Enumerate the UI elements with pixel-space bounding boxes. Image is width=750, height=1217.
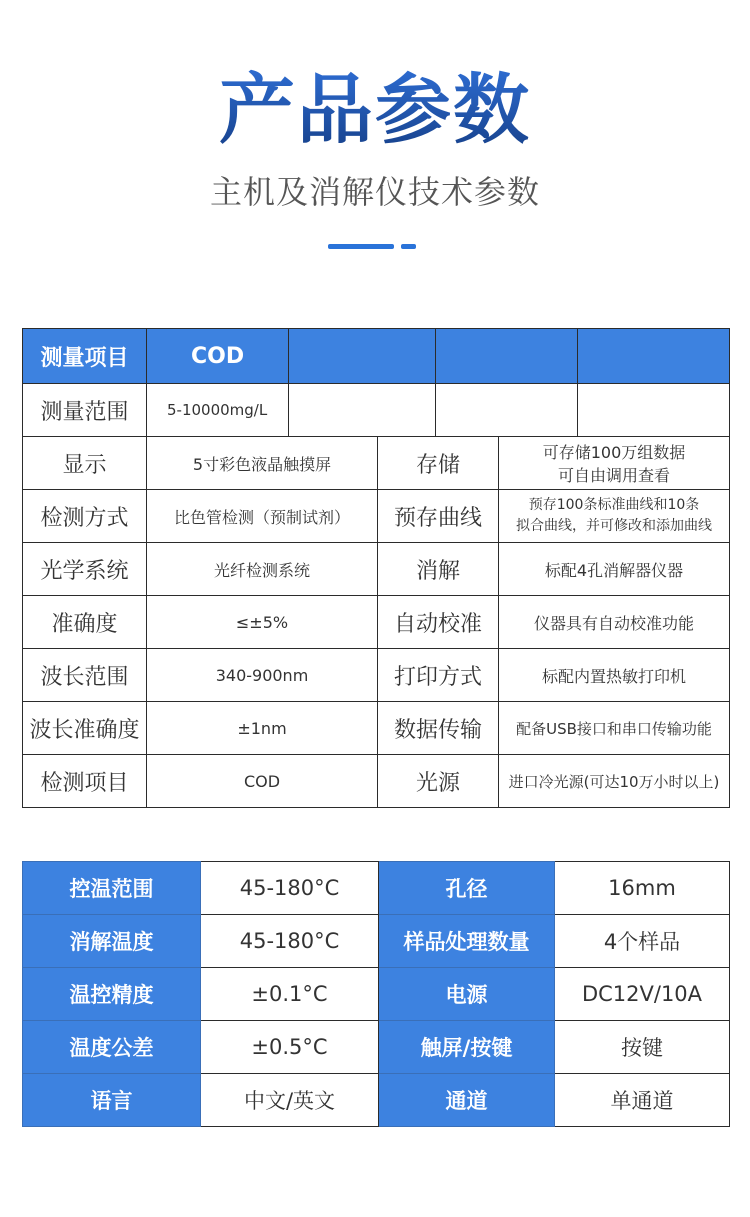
row-value: 45-180°C <box>201 862 379 915</box>
row-value: 仪器具有自动校准功能 <box>499 596 730 649</box>
table-row <box>23 1074 730 1127</box>
row-label: 语言 <box>23 1074 201 1127</box>
table-row <box>23 543 730 596</box>
row-value: ±1nm <box>147 702 378 755</box>
empty-cell <box>436 384 578 437</box>
header-blank-cell <box>578 329 730 384</box>
empty-cell <box>578 384 730 437</box>
row-label: 电源 <box>379 968 555 1021</box>
row-label: 存储 <box>378 437 499 490</box>
table-row <box>23 384 730 437</box>
row-value <box>499 490 730 543</box>
row-label: 准确度 <box>23 596 147 649</box>
row-label: 温控精度 <box>23 968 201 1021</box>
header-label: 测量项目 <box>23 329 147 384</box>
row-value: ±0.5°C <box>201 1021 379 1074</box>
table-row <box>23 915 730 968</box>
row-value: ±0.1°C <box>201 968 379 1021</box>
row-label: 检测方式 <box>23 490 147 543</box>
row-label: 检测项目 <box>23 755 147 808</box>
row-label: 数据传输 <box>378 702 499 755</box>
row-label: 消解 <box>378 543 499 596</box>
divider-short <box>401 244 416 249</box>
table-row <box>23 490 730 543</box>
page-subtitle: 主机及消解仪技术参数 <box>209 173 540 211</box>
row-label: 消解温度 <box>23 915 201 968</box>
table-row <box>23 968 730 1021</box>
row-label: 温度公差 <box>23 1021 201 1074</box>
value-line: 拟合曲线，并可修改和添加曲线 <box>516 518 712 534</box>
row-label: 光学系统 <box>23 543 147 596</box>
row-label: 显示 <box>23 437 147 490</box>
value-line: 预存100条标准曲线和10条 <box>528 497 700 513</box>
row-value: 单通道 <box>555 1074 730 1127</box>
table-row <box>23 596 730 649</box>
host-spec-table <box>22 328 730 808</box>
row-label: 自动校准 <box>378 596 499 649</box>
row-label: 控温范围 <box>23 862 201 915</box>
value-line: 可自由调用查看 <box>557 466 670 485</box>
row-value: 16mm <box>555 862 730 915</box>
row-label: 波长准确度 <box>23 702 147 755</box>
row-value: 标配4孔消解器仪器 <box>499 543 730 596</box>
header-blank-cell <box>289 329 436 384</box>
empty-cell <box>289 384 436 437</box>
row-value: COD <box>147 755 378 808</box>
row-value: 45-180°C <box>201 915 379 968</box>
row-value: 标配内置热敏打印机 <box>499 649 730 702</box>
header-value: COD <box>147 329 289 384</box>
row-label: 通道 <box>379 1074 555 1127</box>
row-label: 波长范围 <box>23 649 147 702</box>
row-value: 中文/英文 <box>201 1074 379 1127</box>
row-value: 配备USB接口和串口传输功能 <box>499 702 730 755</box>
table-row <box>23 649 730 702</box>
page-title: 产品参数 <box>0 62 750 158</box>
row-value: ≤±5% <box>147 596 378 649</box>
table-row <box>23 437 730 490</box>
row-value: 4个样品 <box>555 915 730 968</box>
row-label: 打印方式 <box>378 649 499 702</box>
row-value: 340-900nm <box>147 649 378 702</box>
row-label: 孔径 <box>379 862 555 915</box>
header-blank-cell <box>436 329 578 384</box>
table-row <box>23 862 730 915</box>
row-value: 光纤检测系统 <box>147 543 378 596</box>
table-header-row <box>23 329 730 384</box>
table-row <box>23 755 730 808</box>
row-label: 触屏/按键 <box>379 1021 555 1074</box>
row-value: 比色管检测（预制试剂） <box>147 490 378 543</box>
table-row <box>23 1021 730 1074</box>
row-label: 测量范围 <box>23 384 147 437</box>
row-value: 5-10000mg/L <box>147 384 289 437</box>
digester-spec-table <box>22 861 730 1127</box>
row-value: DC12V/10A <box>555 968 730 1021</box>
row-value: 按键 <box>555 1021 730 1074</box>
row-value: 进口冷光源(可达10万小时以上) <box>499 755 730 808</box>
row-label: 光源 <box>378 755 499 808</box>
row-value <box>499 437 730 490</box>
divider-long <box>328 244 394 249</box>
row-label: 预存曲线 <box>378 490 499 543</box>
value-line: 可存储100万组数据 <box>542 443 686 462</box>
row-value: 5寸彩色液晶触摸屏 <box>147 437 378 490</box>
table-row <box>23 702 730 755</box>
row-label: 样品处理数量 <box>379 915 555 968</box>
